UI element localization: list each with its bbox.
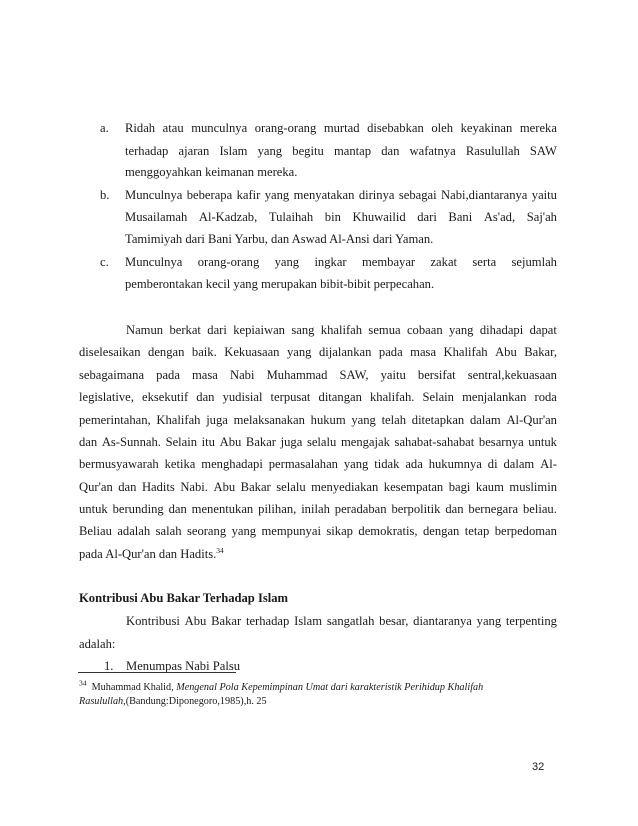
word: sebagaimana — [79, 368, 145, 382]
word: bagi — [448, 480, 471, 494]
word: muslimin — [509, 480, 557, 494]
word: masa — [192, 368, 218, 382]
word: orang-orang — [254, 121, 317, 135]
word: Ridah — [125, 121, 156, 135]
list-item-a-line-2 — [125, 143, 557, 159]
word: beliau. — [522, 502, 557, 516]
word: legislative, — [79, 390, 134, 404]
word: yang — [351, 413, 376, 427]
word: yang — [231, 524, 257, 538]
word: Nabi — [230, 368, 255, 382]
word: khalifah. — [369, 390, 415, 404]
paragraph-last-text: pada Al-Qur'an dan Hadits. — [79, 547, 217, 561]
word: semua — [368, 323, 401, 337]
word: Bakar — [245, 435, 276, 449]
word: inilah — [301, 502, 330, 516]
word: membayar — [361, 255, 416, 269]
word: Al- — [540, 457, 557, 471]
word: sentral,kekuasaan — [467, 368, 557, 382]
word: Khalifah — [443, 345, 488, 359]
word: kaum — [475, 480, 504, 494]
word: dari — [207, 323, 227, 337]
word: Abu — [495, 345, 517, 359]
word: pilihan, — [258, 502, 297, 516]
list-item-a-line-1 — [125, 120, 557, 136]
word: ada — [405, 457, 423, 471]
word: cobaan — [406, 323, 443, 337]
footnote-publisher: (Bandung:Diponegoro,1985),h. 25 — [125, 696, 267, 707]
word: Islam — [294, 614, 323, 628]
word: peradaban — [334, 502, 387, 516]
paragraph-line-6 — [79, 434, 557, 450]
footnote-author: Muhammad Khalid, — [91, 682, 174, 693]
word: Beliau — [79, 524, 112, 538]
word: yang — [274, 255, 300, 269]
word: selalu — [306, 435, 337, 449]
paragraph-line-11 — [79, 546, 224, 562]
word: diantaranya — [413, 614, 472, 628]
word: untuk — [528, 435, 557, 449]
word: sebagai — [398, 188, 437, 202]
word: Abu — [184, 614, 207, 628]
paragraph-line-7 — [79, 456, 557, 472]
word: itu — [201, 435, 215, 449]
word: ditetapkan — [411, 413, 465, 427]
word: tetap — [464, 524, 490, 538]
word: munculnya — [191, 121, 248, 135]
word: pemerintahan, — [79, 413, 151, 427]
word: besarnya — [478, 435, 524, 449]
word: SAW, — [339, 368, 369, 382]
word: Kontribusi — [126, 614, 180, 628]
word: dengan — [422, 524, 460, 538]
word: ditangan — [318, 390, 362, 404]
paragraph-line-10 — [79, 523, 557, 539]
word: Saj'ah — [526, 210, 557, 224]
word: sejumlah — [511, 255, 557, 269]
word: besar, — [379, 614, 409, 628]
word: yang — [257, 144, 283, 158]
word: selalu — [276, 480, 306, 494]
word: kepiaiwan — [233, 323, 285, 337]
word: berpolitik — [391, 502, 441, 516]
list-marker-b: b. — [100, 188, 110, 202]
footnote-line-1 — [79, 678, 484, 695]
word: mantap — [333, 144, 372, 158]
footnote-reference: 34 — [216, 545, 224, 555]
word: mereka — [519, 121, 557, 135]
word: dalam — [469, 413, 501, 427]
word: juga — [206, 413, 228, 427]
word: bin — [324, 210, 341, 224]
list-marker-c: c. — [100, 255, 109, 269]
word: oleh — [431, 121, 453, 135]
numbered-item-text: Menumpas Nabi Palsu — [126, 659, 241, 673]
paragraph-line-5 — [79, 412, 557, 428]
word: Muhammad — [266, 368, 328, 382]
word: yang — [343, 457, 369, 471]
word: As'ad, — [483, 210, 516, 224]
word: disebabkan — [367, 121, 424, 135]
word: Namun — [126, 323, 164, 337]
word: adalah — [117, 524, 151, 538]
word: bernegara — [468, 502, 519, 516]
word: dihadapi — [479, 323, 524, 337]
word: Munculnya — [125, 255, 183, 269]
word: sikap — [326, 524, 353, 538]
footnote-title-line-1: Mengenal Pola Kepemimpinan Umat dari karakteristik Perihidup Khalifah — [176, 682, 484, 693]
word: di — [487, 457, 498, 471]
word: diselesaikan — [79, 345, 141, 359]
numbered-item-marker: 1. — [104, 659, 114, 673]
word: yang — [264, 188, 290, 202]
word: Qur'an — [79, 480, 113, 494]
word: berunding — [112, 502, 164, 516]
word: mengajak — [340, 435, 390, 449]
list-marker-a: a. — [100, 121, 109, 135]
word: juga — [280, 435, 303, 449]
word: tidak — [374, 457, 400, 471]
word: Rasulullah — [465, 144, 520, 158]
word: sang — [291, 323, 315, 337]
word: Selain — [422, 390, 454, 404]
list-item-c-line-1 — [125, 254, 557, 270]
word: khalifah — [320, 323, 363, 337]
word: pada — [378, 345, 403, 359]
word: yang — [476, 614, 502, 628]
word: ingkar — [314, 255, 347, 269]
word: ajaran — [178, 144, 210, 158]
word: dan — [168, 502, 187, 516]
word: atau — [162, 121, 184, 135]
word: Tulaihah — [268, 210, 314, 224]
word: terhadap — [245, 614, 290, 628]
footnote-number: 34 — [79, 678, 87, 688]
word: dan — [445, 502, 464, 516]
word: terpusat — [270, 390, 311, 404]
word: bersifat — [417, 368, 456, 382]
word: Islam — [219, 144, 248, 158]
word: yaitu — [380, 368, 406, 382]
word: dijalankan — [318, 345, 372, 359]
word: As-Sunnah. — [101, 435, 161, 449]
word: Bakar — [240, 480, 271, 494]
section-intro-line-2: adalah: — [79, 637, 116, 651]
list-item-b-line-1 — [125, 187, 557, 203]
word: untuk — [79, 502, 108, 516]
footnote-divider — [78, 672, 236, 673]
page-number: 32 — [532, 761, 545, 773]
word: berkat — [169, 323, 201, 337]
word: eksekutif — [142, 390, 189, 404]
word: menjalankan — [462, 390, 527, 404]
word: sahabat-sahabat — [394, 435, 475, 449]
word: ketika — [164, 457, 196, 471]
word: kafir — [236, 188, 261, 202]
word: Munculnya — [125, 188, 183, 202]
word: orang-orang — [197, 255, 260, 269]
word: dan — [79, 435, 98, 449]
word: kesempatan — [383, 480, 444, 494]
word: Bani — [448, 210, 473, 224]
list-item-b-line-2 — [125, 209, 557, 225]
footnote-line-2 — [79, 695, 267, 709]
paragraph-line-2 — [79, 344, 557, 360]
word: Bakar, — [524, 345, 557, 359]
word: Abu — [219, 435, 242, 449]
word: masa — [410, 345, 437, 359]
word: Nabi. — [180, 480, 208, 494]
paragraph-line-4 — [79, 389, 557, 405]
word: Nabi,diantaranya — [441, 188, 528, 202]
word: Hadits — [141, 480, 175, 494]
word: dapat — [529, 323, 557, 337]
word: dari — [417, 210, 437, 224]
word: Musailamah — [125, 210, 188, 224]
word: wafatnya — [409, 144, 456, 158]
word: Selain — [165, 435, 198, 449]
word: begitu — [292, 144, 324, 158]
word: dan — [381, 144, 400, 158]
word: hukumnya — [428, 457, 482, 471]
word: Bakar — [211, 614, 242, 628]
word: sangatlah — [326, 614, 375, 628]
word: menghadapi — [201, 457, 263, 471]
word: dalam — [503, 457, 535, 471]
word: yang — [286, 345, 312, 359]
word: hukum — [310, 413, 346, 427]
word: Al-Kadzab, — [198, 210, 258, 224]
word: terhadap — [125, 144, 169, 158]
word: dengan — [148, 345, 185, 359]
word: Abu — [213, 480, 236, 494]
word: zakat — [430, 255, 458, 269]
word: keyakinan — [460, 121, 513, 135]
list-item-a-line-3: menggoyahkan keimanan mereka. — [125, 165, 298, 179]
word: beberapa — [186, 188, 233, 202]
word: dan — [196, 390, 215, 404]
word: telah — [381, 413, 407, 427]
word: murtad — [323, 121, 360, 135]
word: salah — [155, 524, 182, 538]
paragraph-line-9 — [79, 501, 557, 517]
word: menentukan — [191, 502, 254, 516]
section-intro-line-1 — [126, 613, 557, 629]
paragraph-line-1 — [126, 322, 557, 338]
word: demokratis, — [358, 524, 418, 538]
word: pada — [156, 368, 180, 382]
word: baik. — [191, 345, 217, 359]
word: Kekuasaan — [224, 345, 280, 359]
word: yaitu — [531, 188, 557, 202]
word: Al-Qur'an — [506, 413, 557, 427]
word: menyatakan — [293, 188, 355, 202]
word: Khalifah — [156, 413, 201, 427]
word: roda — [534, 390, 557, 404]
word: melaksanakan — [233, 413, 305, 427]
word: dirinya — [358, 188, 395, 202]
word: bermusyawarah — [79, 457, 159, 471]
list-item-c-line-2: pemberontakan kecil yang merupakan bibit-bibit perpecahan. — [125, 277, 435, 291]
paragraph-line-3 — [79, 367, 557, 383]
word: SAW — [529, 144, 557, 158]
word: permasalahan — [268, 457, 338, 471]
word: mempunyai — [261, 524, 321, 538]
word: serta — [472, 255, 497, 269]
word: terpenting — [505, 614, 557, 628]
paragraph-line-8 — [79, 479, 557, 495]
footnote-title-line-2: Rasulullah, — [79, 696, 126, 707]
section-heading: Kontribusi Abu Bakar Terhadap Islam — [79, 591, 289, 605]
word: berpedoman — [494, 524, 557, 538]
word: dan — [118, 480, 137, 494]
word: yudisial — [222, 390, 263, 404]
word: Khuwailid — [352, 210, 406, 224]
word: menyediakan — [311, 480, 379, 494]
word: seorang — [186, 524, 227, 538]
word: yang — [449, 323, 474, 337]
list-item-b-line-3: Tamimiyah dari Bani Yarbu, dan Aswad Al-Ansi dari Yaman. — [125, 232, 434, 246]
